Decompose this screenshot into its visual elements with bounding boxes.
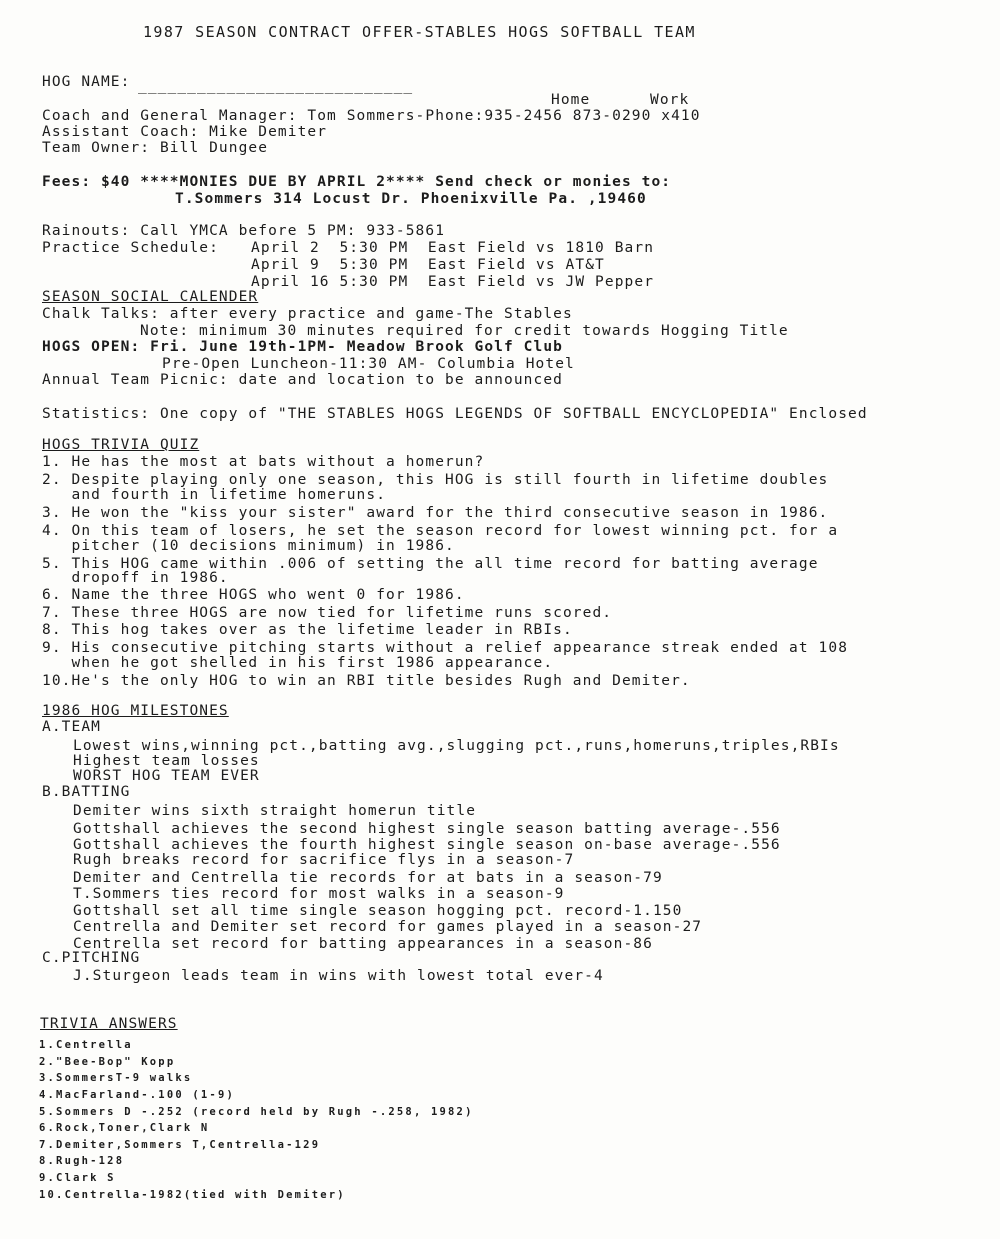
- trivia-answer: 8.Rugh-128: [39, 1155, 125, 1167]
- trivia-question-cont: dropoff in 1986.: [42, 570, 229, 586]
- milestones-batting-label: B.BATTING: [42, 784, 131, 800]
- milestone-item: WORST HOG TEAM EVER: [73, 768, 260, 784]
- milestone-item: Gottshall set all time single season hogging pct. record-1.150: [73, 903, 683, 919]
- milestone-item: Demiter wins sixth straight homerun title: [73, 803, 477, 819]
- trivia-question-cont: pitcher (10 decisions minimum) in 1986.: [42, 538, 455, 554]
- coach-line: Coach and General Manager: Tom Sommers-Phone:935-2456 873-0290 x410: [42, 108, 701, 124]
- trivia-answer: 9.Clark S: [39, 1172, 116, 1184]
- hog-name-blank[interactable]: ____________________________: [138, 78, 414, 94]
- trivia-answer: 4.MacFarland-.100 (1-9): [39, 1089, 235, 1101]
- milestones-pitching-label: C.PITCHING: [42, 950, 141, 966]
- luncheon-line: Pre-Open Luncheon-11:30 AM- Columbia Hotel: [162, 356, 575, 372]
- trivia-question: 2. Despite playing only one season, this HOG is still fourth in lifetime doubles: [42, 472, 829, 488]
- trivia-question: 4. On this team of losers, he set the season record for lowest winning pct. for a: [42, 523, 839, 539]
- assistant-coach-line: Assistant Coach: Mike Demiter: [42, 124, 328, 140]
- trivia-answer: 5.Sommers D -.252 (record held by Rugh -.258, 1982): [39, 1106, 474, 1118]
- milestones-team-label: A.TEAM: [42, 719, 101, 735]
- trivia-question-cont: and fourth in lifetime homeruns.: [42, 487, 387, 503]
- practice-row: April 16 5:30 PM East Field vs JW Pepper: [251, 274, 655, 290]
- trivia-answer: 6.Rock,Toner,Clark N: [39, 1122, 210, 1134]
- fees-address-line: T.Sommers 314 Locust Dr. Phoenixville Pa. ,19460: [175, 191, 647, 207]
- trivia-question: 10.He's the only HOG to win an RBI title besides Rugh and Demiter.: [42, 673, 691, 689]
- milestone-item: Demiter and Centrella tie records for at bats in a season-79: [73, 870, 663, 886]
- milestones-heading: 1986 HOG MILESTONES: [42, 703, 229, 719]
- hogging-note-line: Note: minimum 30 minutes required for credit towards Hogging Title: [140, 323, 789, 339]
- picnic-line: Annual Team Picnic: date and location to be announced: [42, 372, 563, 388]
- trivia-answers-heading: TRIVIA ANSWERS: [40, 1016, 178, 1032]
- milestone-item: Highest team losses: [73, 753, 260, 769]
- milestone-item: J.Sturgeon leads team in wins with lowest total ever-4: [73, 968, 604, 984]
- trivia-question: 9. His consecutive pitching starts without a relief appearance streak ended at 108: [42, 640, 849, 656]
- milestone-item: Lowest wins,winning pct.,batting avg.,slugging pct.,runs,homeruns,triples,RBIs: [73, 738, 840, 754]
- phone-work-header: Work: [650, 92, 690, 108]
- statistics-line: Statistics: One copy of "THE STABLES HOGS LEGENDS OF SOFTBALL ENCYCLOPEDIA" Enclosed: [42, 406, 868, 422]
- trivia-question: 8. This hog takes over as the lifetime leader in RBIs.: [42, 622, 573, 638]
- fees-line: Fees: $40 ****MONIES DUE BY APRIL 2**** Send check or monies to:: [42, 174, 672, 190]
- trivia-question: 7. These three HOGS are now tied for lifetime runs scored.: [42, 605, 613, 621]
- social-calendar-heading: SEASON SOCIAL CALENDER: [42, 289, 259, 305]
- trivia-answer: 2."Bee-Bop" Kopp: [39, 1056, 176, 1068]
- hogs-open-line: HOGS OPEN: Fri. June 19th-1PM- Meadow Brook Golf Club: [42, 339, 563, 355]
- trivia-question: 6. Name the three HOGS who went 0 for 1986.: [42, 587, 465, 603]
- trivia-answer: 7.Demiter,Sommers T,Centrella-129: [39, 1139, 321, 1151]
- milestone-item: Centrella and Demiter set record for games played in a season-27: [73, 919, 703, 935]
- chalk-talks-line: Chalk Talks: after every practice and game-The Stables: [42, 306, 573, 322]
- milestone-item: Rugh breaks record for sacrifice flys in a season-7: [73, 852, 575, 868]
- milestone-item: Gottshall achieves the second highest single season batting average-.556: [73, 821, 781, 837]
- practice-row: April 9 5:30 PM East Field vs AT&T: [251, 257, 605, 273]
- phone-home-header: Home: [551, 92, 591, 108]
- practice-row: April 2 5:30 PM East Field vs 1810 Barn: [251, 240, 655, 256]
- trivia-quiz-heading: HOGS TRIVIA QUIZ: [42, 437, 200, 453]
- trivia-question: 5. This HOG came within .006 of setting the all time record for batting average: [42, 556, 819, 572]
- milestone-item: Centrella set record for batting appearances in a season-86: [73, 936, 653, 952]
- milestone-item: Gottshall achieves the fourth highest single season on-base average-.556: [73, 837, 781, 853]
- rainouts-line: Rainouts: Call YMCA before 5 PM: 933-5861: [42, 223, 446, 239]
- trivia-question: 1. He has the most at bats without a homerun?: [42, 454, 485, 470]
- document-title: 1987 SEASON CONTRACT OFFER-STABLES HOGS SOFTBALL TEAM: [143, 23, 696, 41]
- milestone-item: T.Sommers ties record for most walks in a season-9: [73, 886, 565, 902]
- trivia-answer: 3.SommersT-9 walks: [39, 1072, 193, 1084]
- practice-schedule-label: Practice Schedule:: [42, 240, 219, 256]
- trivia-question: 3. He won the "kiss your sister" award for the third consecutive season in 1986.: [42, 505, 829, 521]
- trivia-answer: 1.Centrella: [39, 1039, 133, 1051]
- team-owner-line: Team Owner: Bill Dungee: [42, 140, 269, 156]
- trivia-question-cont: when he got shelled in his first 1986 appearance.: [42, 655, 554, 671]
- trivia-answer: 10.Centrella-1982(tied with Demiter): [39, 1189, 346, 1201]
- hog-name-label: HOG NAME:: [42, 74, 131, 90]
